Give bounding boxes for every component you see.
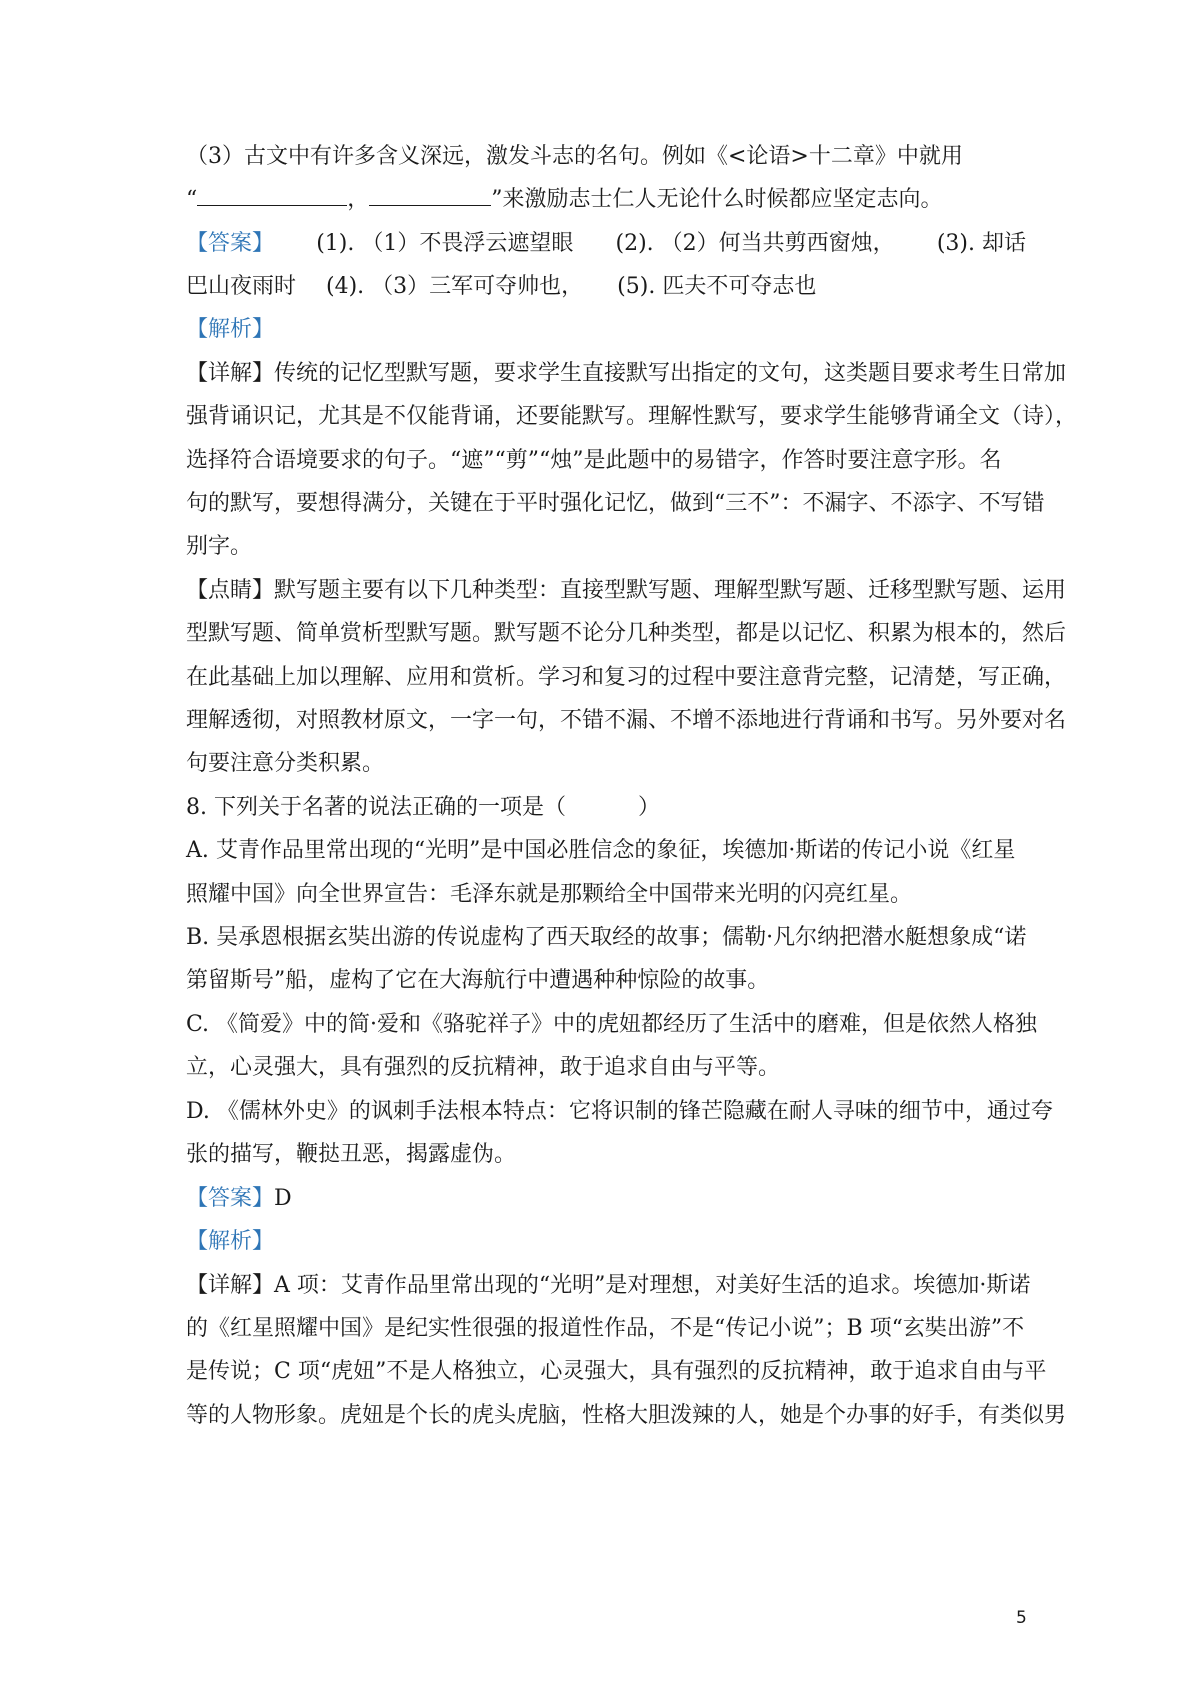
detail-line-2: 强背诵识记，尤其是不仅能背诵，还要能默写。理解性默写，要求学生能够背诵全文（诗）， <box>186 404 1078 429</box>
answer-item-1: (1). （1）不畏浮云遮望眼 <box>316 231 574 256</box>
q7-3-answer-line1 <box>186 229 1026 259</box>
detail-tag: 【详解】 <box>186 361 275 386</box>
option-a-line2: 照耀中国》向全世界宣告：毛泽东就是那颗给全中国带来光明的闪亮红星。 <box>186 882 913 907</box>
detail-line-3: 选择符合语境要求的句子。“遮”“剪”“烛”是此题中的易错字，作答时要注意字形。名 <box>186 448 1002 473</box>
q8-detail-tag: 【详解】 <box>186 1273 275 1298</box>
q8-detail-text: A 项：艾青作品里常出现的“光明”是对理想，对美好生活的追求。埃德加·斯诺 <box>274 1273 1031 1298</box>
open-quote: “ <box>186 187 198 212</box>
answer-continued: 巴山夜雨时 <box>186 274 297 299</box>
fill-blank-2[interactable] <box>369 185 491 206</box>
tip-tag: 【点睛】 <box>186 578 275 603</box>
option-d-line2: 张的描写，鞭挞丑恶，揭露虚伪。 <box>186 1142 517 1167</box>
fill-blank-1[interactable] <box>197 185 347 206</box>
option-c-line2: 立，心灵强大，具有强烈的反抗精神，敢于追求自由与平等。 <box>186 1055 781 1080</box>
q8-answer <box>186 1184 1026 1214</box>
q8-detail-line-3: 是传说；C 项“虎妞”不是人格独立，心灵强大，具有强烈的反抗精神，敢于追求自由与平 <box>186 1359 1047 1384</box>
answer-tag: 【答案】 <box>186 231 275 256</box>
tip-line-2: 型默写题、简单赏析型默写题。默写题不论分几种类型，都是以记忆、积累为根本的，然后 <box>186 621 1067 646</box>
answer-item-4: (4). （3）三军可夺帅也， <box>326 274 584 299</box>
q8-detail-line-4: 等的人物形象。虎妞是个长的虎头虎脑，性格大胆泼辣的人，她是个办事的好手，有类似男 <box>186 1403 1067 1428</box>
detail-line-4: 句的默写，要想得满分，关键在于平时强化记忆，做到“三不”：不漏字、不添字、不写错 <box>186 491 1045 516</box>
tip-line-3: 在此基础上加以理解、应用和赏析。学习和复习的过程中要注意背完整，记清楚，写正确， <box>186 665 1067 690</box>
q8-stem <box>186 793 1026 823</box>
prompt-tail: ”来激励志士仁人无论什么时候都应坚定志向。 <box>491 187 943 212</box>
option-b-line2: 第留斯号”船，虚构了它在大海航行中遭遇种种惊险的故事。 <box>186 968 770 993</box>
q8-answer-value: D <box>274 1186 292 1211</box>
tip-line-5: 句要注意分类积累。 <box>186 751 385 776</box>
blank-separator: ， <box>347 187 370 212</box>
page-number: 5 <box>1016 1608 1027 1628</box>
q8-detail-line-1 <box>186 1271 1031 1301</box>
tip-line-4: 理解透彻，对照教材原文，一字一句，不错不漏、不增不添地进行背诵和书写。另外要对名 <box>186 708 1067 733</box>
option-a-line1: A. 艾青作品里常出现的“光明”是中国必胜信念的象征，埃德加·斯诺的传记小说《红星 <box>186 838 1016 863</box>
option-c-line1: C. 《简爱》中的简·爱和《骆驼祥子》中的虎妞都经历了生活中的磨难，但是依然人格独 <box>186 1012 1038 1037</box>
tip-text: 默写题主要有以下几种类型：直接型默写题、理解型默写题、迁移型默写题、运用 <box>274 578 1067 603</box>
detail-text: 传统的记忆型默写题，要求学生直接默写出指定的文句，这类题目要求考生日常加 <box>274 361 1067 386</box>
q8-answer-tag: 【答案】 <box>186 1186 275 1211</box>
answer-item-5: (5). 匹夫不可夺志也 <box>617 274 817 299</box>
option-b-line1: B. 吴承恩根据玄奘出游的传说虚构了西天取经的故事；儒勒·凡尔纳把潜水艇想象成“诺 <box>186 925 1027 950</box>
q8-analysis-tag: 【解析】 <box>186 1229 275 1254</box>
q8-stem-close: ） <box>638 795 661 820</box>
analysis-tag: 【解析】 <box>186 317 275 342</box>
q7-3-prompt-line2 <box>186 185 1026 215</box>
q8-stem-text: 8. 下列关于名著的说法正确的一项是（ <box>186 795 566 820</box>
detail-line-5: 别字。 <box>186 534 253 559</box>
answer-item-2: (2). （2）何当共剪西窗烛， <box>615 231 895 256</box>
q7-3-prompt-line1: （3）古文中有许多含义深远，激发斗志的名句。例如《<论语>十二章》中就用 <box>186 144 963 169</box>
q8-detail-line-2: 的《红星照耀中国》是纪实性很强的报道性作品，不是“传记小说”；B 项“玄奘出游”不 <box>186 1316 1025 1341</box>
tip-line-1 <box>186 576 1067 606</box>
q7-3-answer-line2 <box>186 272 1026 302</box>
answer-item-3: (3). 却话 <box>936 231 1026 256</box>
detail-line-1 <box>186 359 1067 389</box>
option-d-line1: D. 《儒林外史》的讽刺手法根本特点：它将识制的锋芒隐藏在耐人寻味的细节中，通过夸 <box>186 1099 1053 1124</box>
